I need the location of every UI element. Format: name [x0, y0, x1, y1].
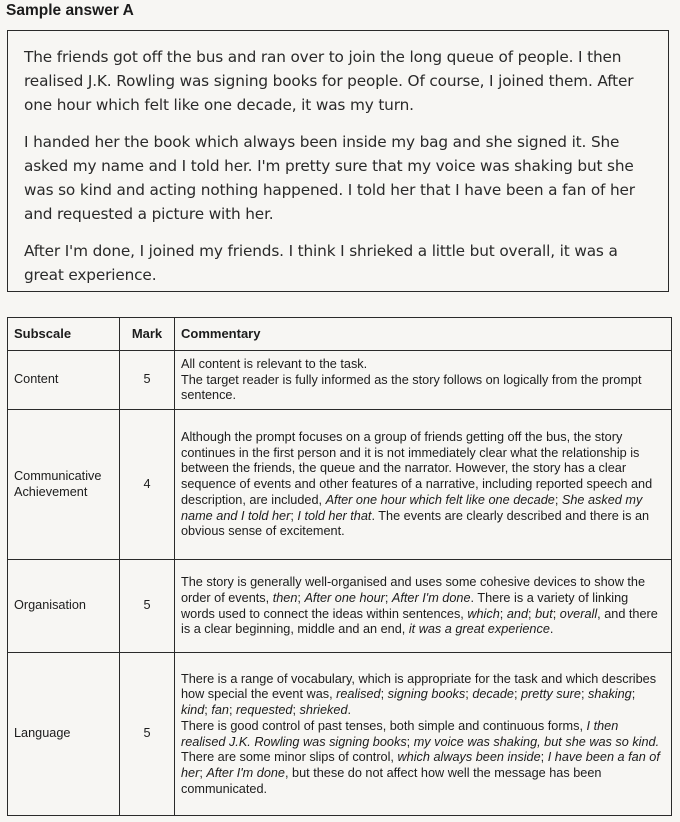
- commentary-text: .: [347, 703, 352, 718]
- quoted-example: it was a great experience: [408, 622, 550, 637]
- quoted-example: my voice was shaking, but she was so kind.: [413, 734, 660, 749]
- subscale-cell: Communicative Achievement: [8, 410, 120, 560]
- quoted-example: overall: [559, 606, 598, 621]
- quoted-example: shaking: [588, 687, 632, 702]
- commentary-text: ;: [384, 590, 392, 605]
- column-header-subscale: Subscale: [8, 318, 120, 351]
- commentary-text: ;: [554, 492, 562, 507]
- commentary-text: ;: [552, 606, 560, 621]
- commentary-text: ;: [204, 703, 212, 718]
- commentary-paragraph: [181, 750, 665, 797]
- assessment-table: [7, 317, 672, 816]
- mark-cell: 5: [120, 351, 175, 410]
- answer-paragraph: The friends got off the bus and ran over to join the long queue of people. I then realised J.K. Rowling was signing books for people. Of course, I joined them. After one hour which felt like one decade, it was my turn.: [24, 48, 634, 114]
- commentary-paragraph: [181, 719, 665, 750]
- commentary-text: , but these do not affect how well the message has been communicated.: [181, 765, 602, 796]
- mark-cell: 5: [120, 653, 175, 816]
- commentary-text: The target reader is fully informed as the story follows on logically from the prompt sentence.: [181, 372, 642, 403]
- quoted-example: After one hour: [304, 590, 385, 605]
- commentary-cell: [175, 560, 672, 653]
- commentary-text: .: [549, 622, 554, 637]
- commentary-text: There is good control of past tenses, both simple and continuous forms,: [181, 718, 587, 733]
- quoted-example: requested: [236, 703, 293, 718]
- commentary-text: ;: [499, 606, 507, 621]
- quoted-example: I then realised J.K. Rowling was signing books: [181, 718, 619, 749]
- commentary-paragraph: [181, 672, 665, 719]
- quoted-example: She asked my name and I told her: [181, 492, 643, 523]
- quoted-example: and: [506, 606, 529, 621]
- quoted-example: I told her that: [297, 508, 372, 523]
- commentary-text: ;: [199, 765, 207, 780]
- commentary-text: ;: [290, 508, 298, 523]
- commentary-text: The story is generally well-organised and uses some cohesive devices to show the order of events,: [181, 575, 646, 605]
- quoted-example: After one hour which felt like one decade: [325, 492, 555, 507]
- commentary-text: ;: [297, 590, 305, 605]
- commentary-text: Although the prompt focuses on a group of friends getting off the bus, the story continues in the first person and it is not immediately clear what the relationship is between the friends, the queue and the narrator. However, the story has a clear sequence of events and other features of a narrative, including reported speech and description, are included,: [181, 430, 653, 507]
- commentary-cell: [175, 351, 672, 410]
- commentary-text: . The events are clearly described and there is an obvious sense of excitement.: [181, 508, 650, 539]
- mark-cell: 5: [120, 560, 175, 653]
- answer-paragraph: After I'm done, I joined my friends. I think I shrieked a little but overall, it was a great experience.: [24, 242, 618, 284]
- commentary-cell: [175, 653, 672, 816]
- commentary-text: There are some minor slips of control,: [181, 750, 398, 765]
- quoted-example: decade: [472, 687, 514, 702]
- commentary-cell: [175, 410, 672, 560]
- quoted-example: shrieked: [299, 703, 348, 718]
- column-header-commentary: Commentary: [175, 318, 672, 351]
- subscale-cell: Language: [8, 653, 120, 816]
- mark-cell: 4: [120, 410, 175, 560]
- commentary-text: There is a range of vocabulary, which is appropriate for the task and which describes how special the event was,: [181, 671, 657, 702]
- commentary-paragraph: [181, 575, 665, 638]
- answer-paragraph: I handed her the book which always been inside my bag and she signed it. She asked my name and I told her. I'm pretty sure that my voice was shaking but she was so kind and acting nothing happened. I told her that I have been a fan of her and requested a picture with her.: [24, 133, 635, 223]
- commentary-text: ;: [580, 687, 588, 702]
- subscale-cell: Content: [8, 351, 120, 410]
- commentary-paragraph: [181, 430, 665, 540]
- quoted-example: After I'm done: [391, 590, 471, 605]
- commentary-text: ;: [528, 606, 536, 621]
- commentary-text: ;: [380, 687, 388, 702]
- commentary-paragraph: [181, 373, 665, 404]
- subscale-cell: Organisation: [8, 560, 120, 653]
- quoted-example: pretty sure: [521, 687, 581, 702]
- quoted-example: signing books: [387, 687, 466, 702]
- table-row-communicative-achievement: [8, 410, 672, 560]
- commentary-text: ;: [406, 734, 414, 749]
- commentary-text: ;: [292, 703, 300, 718]
- quoted-example: kind: [181, 703, 205, 718]
- commentary-text: ;: [631, 687, 636, 702]
- quoted-example: which: [467, 606, 500, 621]
- page-title: Sample answer A: [6, 2, 134, 19]
- table-row-language: [8, 653, 672, 816]
- commentary-paragraph: [181, 357, 665, 373]
- quoted-example: then: [272, 590, 298, 605]
- quoted-example: After I'm done: [206, 765, 285, 780]
- commentary-text: , and there is a clear beginning, middle and an end,: [181, 606, 658, 637]
- quoted-example: which always been inside: [397, 750, 541, 765]
- quoted-example: I have been a fan of her: [181, 750, 660, 780]
- commentary-text: All content is relevant to the task.: [181, 356, 368, 371]
- commentary-text: ;: [540, 750, 548, 765]
- commentary-text: ;: [228, 703, 237, 718]
- sample-answer-box: [7, 30, 669, 292]
- quoted-example: realised: [336, 687, 381, 702]
- table-row-organisation: [8, 560, 672, 653]
- commentary-text: . There is a variety of linking words used to connect the ideas within sentences,: [181, 590, 629, 621]
- column-header-mark: Mark: [120, 318, 175, 351]
- table-header-row: [8, 318, 672, 351]
- table-row-content: [8, 351, 672, 410]
- quoted-example: fan: [211, 703, 229, 718]
- commentary-text: ;: [513, 687, 521, 702]
- commentary-text: ;: [465, 687, 473, 702]
- quoted-example: but: [535, 606, 553, 621]
